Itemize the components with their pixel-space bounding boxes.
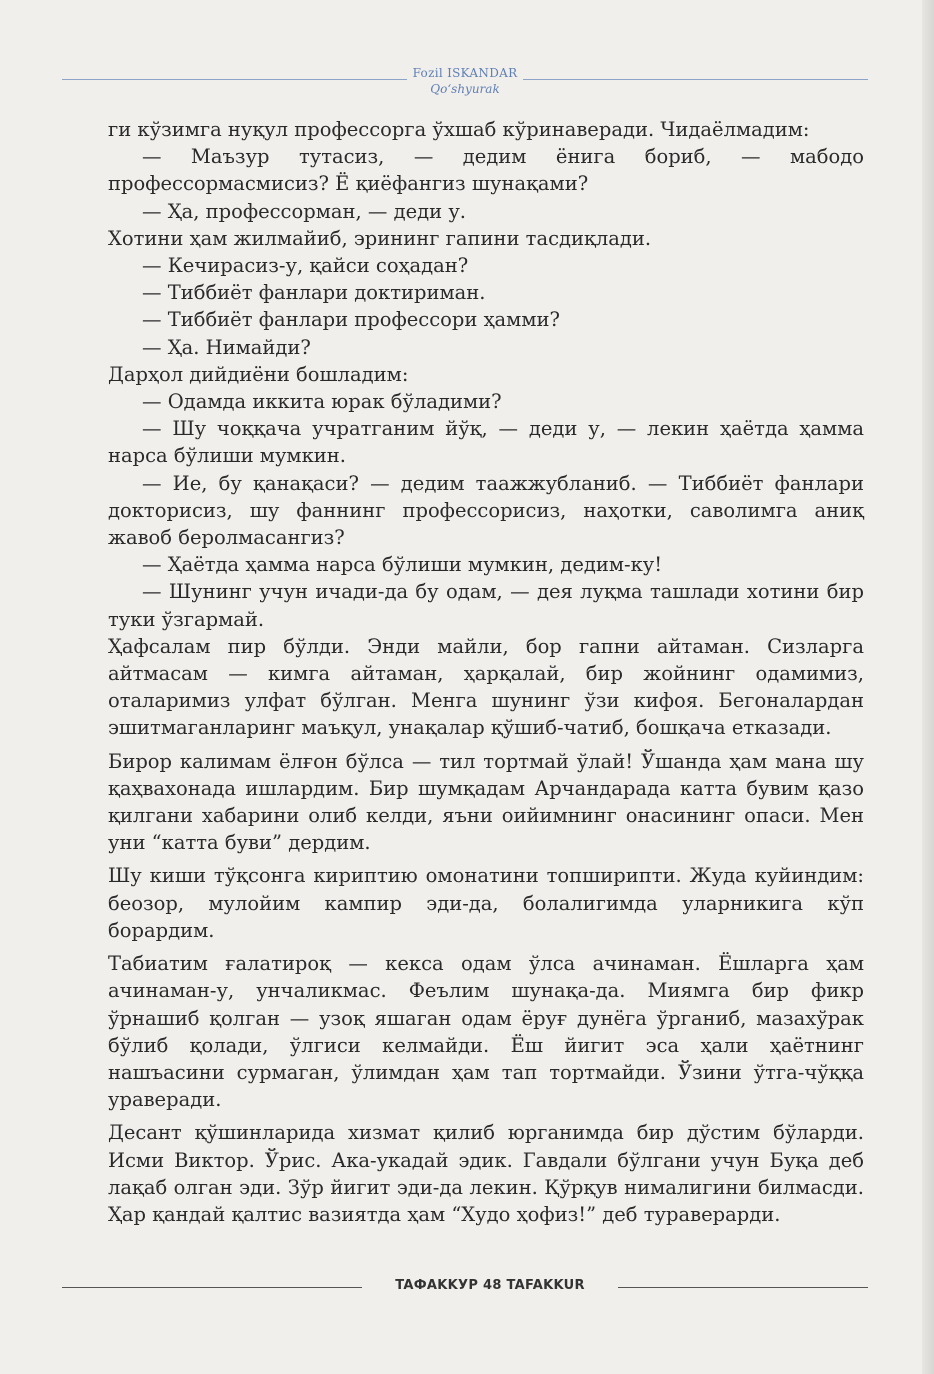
header-work-title: Qo‘shyurak	[430, 82, 500, 96]
paragraph: ги кўзимга нуқул профессорга ўхшаб кўринаверади. Чидаёлмадим:	[108, 118, 810, 141]
running-header	[62, 62, 868, 96]
page-footer	[62, 1278, 868, 1298]
body-text	[108, 116, 864, 1228]
paragraph: — Шунинг учун ичади-да бу одам, — дея луқма ташлади хотини бир туки ўзгармай.	[108, 580, 864, 631]
paragraph: — Тиббиёт фанлари доктириман.	[142, 281, 486, 305]
paragraph: Табиатим ғалатироқ — кекса одам ўлса ачинаман. Ёшларга ҳам ачинаман-у, унчаликмас. Феълим шунақа-да. Миямга бир фикр ўрнашиб қолган — узоқ яшаган одам ёруғ дунёга ўрганиб, мазахўрак бўлиб қолади, ўлгиси келмайди. Ёш йигит эса ҳали ҳаётнинг нашъасини сурмаган, ўлимдан ҳам тап тортмайди. Ўзини ўтга-чўққа ураверади.	[108, 952, 864, 1112]
paragraph: Шу киши тўқсонга кириптию омонатини топширипти. Жуда куйиндим: беозор, мулойим кампир эди-да, болалигимда уларникига кўп борардим.	[108, 864, 864, 942]
footer-page-label: TAФAKKУP 48 TAFAKKUR	[395, 1278, 585, 1293]
paragraph: Дарҳол дийдиёни бошладим:	[108, 362, 409, 386]
paragraph: — Тиббиёт фанлари профессори ҳамми?	[142, 308, 560, 332]
footer-rule-left	[62, 1287, 362, 1288]
paragraph: — Ие, бу қанақаси? — дедим таажжубланиб. — Тиббиёт фанлари докторисиз, шу фаннинг профессорисиз, наҳотки, саволимга аниқ жавоб беролмасангиз?	[108, 471, 864, 550]
paragraph: — Одамда иккита юрак бўладими?	[142, 390, 502, 414]
paragraph: Хотини ҳам жилмайиб, эрининг гапини тасдиқлади.	[108, 226, 652, 250]
header-author: Fozil ISKANDAR	[407, 66, 524, 80]
paragraph: — Кечирасиз-у, қайси соҳадан?	[142, 254, 469, 278]
paragraph: — Ҳа. Нимайди?	[142, 335, 311, 359]
paragraph: — Ҳа, профессорман, — деди у.	[142, 199, 466, 223]
paragraph: Десант қўшинларида хизмат қилиб юрганимда бир дўстим бўларди. Исми Виктор. Ўрис. Ака-укадай эдик. Гавдали бўлгани учун Буқа деб лақаб олган эди. Зўр йигит эди-да лекин. Қўрқув нималигини билмасди. Ҳар қандай қалтис вазиятда ҳам “Худо ҳофиз!” деб тураверарди.	[108, 1121, 864, 1226]
footer-rule-right	[618, 1287, 868, 1288]
paragraph: — Ҳаётда ҳамма нарса бўлиши мумкин, дедим-ку!	[142, 553, 663, 577]
page-edge	[922, 0, 934, 1374]
paragraph: Ҳафсалам пир бўлди. Энди майли, бор гапни айтаман. Сизларга айтмасам — кимга айтаман, ҳарқалай, бир жойнинг одамимиз, оталаримиз улфат бўлган. Менга шунинг ўзи кифоя. Бегоналардан эшитмаганларинг маъқул, унақалар қўшиб-чатиб, бошқача етказади.	[108, 634, 864, 740]
paragraph: — Маъзур тутасиз, — дедим ёнига бориб, — мабодо профессормасмисиз? Ё қиёфангиз шунақами?	[108, 145, 864, 196]
paragraph: Бирор калимам ёлғон бўлса — тил тортмай ўлай! Ўшанда ҳам мана шу қаҳвахонада ишлардим. Бир шумқадам Арчандарада катта бувим қазо қилгани хабарини олиб келди, яъни оийимнинг онасининг опаси. Мен уни “катта буви” дердим.	[108, 749, 864, 855]
paragraph: — Шу чоққача учратганим йўқ, — деди у, — лекин ҳаётда ҳамма нарса бўлиши мумкин.	[108, 417, 864, 468]
